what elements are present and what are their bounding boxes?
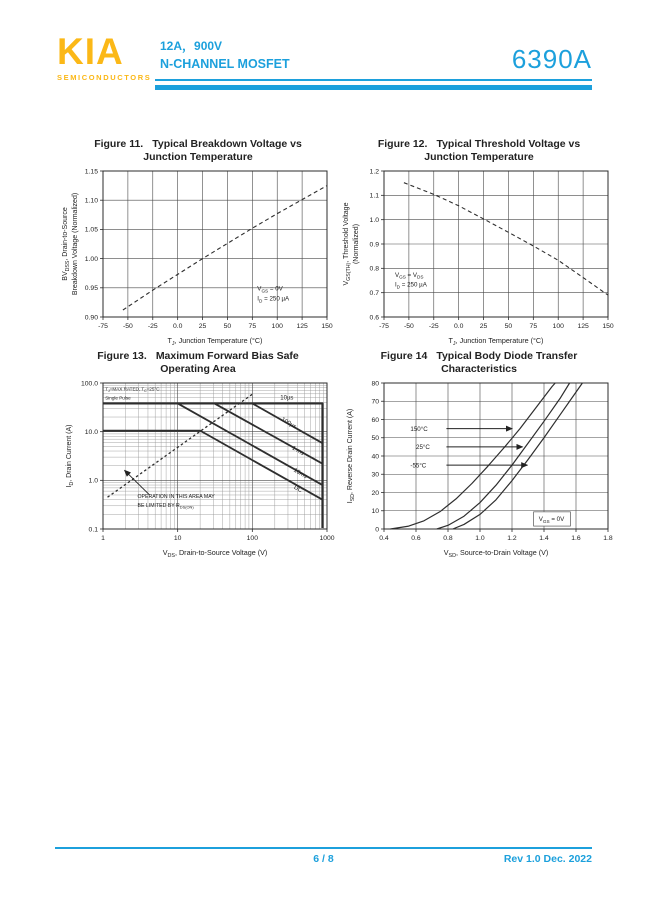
svg-text:0.9: 0.9	[369, 241, 379, 249]
svg-text:50: 50	[223, 323, 232, 330]
svg-text:0.8: 0.8	[369, 265, 379, 273]
svg-text:0.7: 0.7	[369, 289, 379, 297]
svg-text:0: 0	[375, 526, 379, 534]
figure-13	[57, 350, 339, 563]
figure-11-series-breakdown-voltage	[123, 186, 327, 310]
svg-text:1.05: 1.05	[84, 226, 98, 234]
figure-14-chart	[338, 377, 620, 563]
svg-text:0.6: 0.6	[369, 314, 379, 322]
device-type: N-CHANNEL MOSFET	[160, 57, 290, 71]
svg-text:BE LIMITED BY RDS(ON): BE LIMITED BY $R_{DS(ON)}$	[137, 502, 194, 510]
svg-text:125: 125	[296, 323, 308, 330]
svg-text:OPERATION IN THIS AREA MAY: OPERATION IN THIS AREA MAY	[137, 494, 215, 501]
device-description	[160, 37, 290, 71]
svg-text:0.8: 0.8	[443, 535, 453, 542]
header-rule-thick	[155, 85, 592, 90]
svg-text:1.15: 1.15	[84, 168, 98, 176]
figure-14-label: Figure 14	[380, 350, 428, 362]
svg-text:1000: 1000	[319, 535, 335, 542]
figure-12-title-line2: Junction Temperature	[424, 151, 534, 164]
svg-text:1.0: 1.0	[88, 477, 98, 485]
svg-text:100µs: 100µs	[279, 416, 298, 431]
svg-text:VSD, Source-to-Drain Voltage (: $V_{SD}$, Source-to-Drain Voltage (V)	[443, 548, 549, 560]
svg-text:-75: -75	[379, 323, 389, 330]
figure-11-label: Figure 11.	[94, 138, 144, 150]
footer-rule	[55, 847, 592, 849]
svg-text:0.90: 0.90	[84, 314, 98, 322]
svg-text:150: 150	[602, 323, 614, 330]
svg-text:ISD, Reverse Drain Current (A): $I_{SD}$, Reverse Drain Current (A)	[347, 408, 356, 504]
svg-text:1.6: 1.6	[571, 535, 581, 542]
revision-label: Rev 1.0 Dec. 2022	[503, 853, 592, 865]
svg-text:100: 100	[246, 535, 259, 542]
brand-logo-text: KIA	[57, 31, 124, 72]
svg-text:1.4: 1.4	[539, 535, 549, 542]
svg-text:VGS = VDS: $V_{GS} = V_{DS}$	[394, 271, 424, 280]
part-number: 6390A	[511, 44, 592, 74]
svg-text:150°C: 150°C	[410, 425, 428, 433]
svg-text:ID, Drain Current (A): $I_D$, Drain Current (A)	[66, 424, 75, 488]
svg-text:0.95: 0.95	[84, 285, 98, 293]
figure-12-series-threshold-voltage	[404, 183, 608, 295]
figure-14-title	[338, 350, 620, 377]
svg-text:1.10: 1.10	[84, 197, 98, 205]
svg-text:(Normalized): (Normalized)	[353, 223, 360, 265]
svg-text:Breakdown Voltage (Normalized): Breakdown Voltage (Normalized)	[72, 192, 79, 296]
svg-text:1.0: 1.0	[475, 535, 485, 542]
svg-text:Single Pulse: Single Pulse	[105, 395, 131, 401]
svg-text:-50: -50	[403, 323, 414, 330]
svg-text:0.1: 0.1	[88, 526, 98, 534]
svg-text:50: 50	[371, 435, 379, 443]
figure-14-title-line1: Typical Body Diode Transfer	[436, 350, 578, 362]
svg-text:1.8: 1.8	[603, 535, 613, 542]
svg-text:1.0: 1.0	[369, 216, 379, 224]
figure-13-title-line2: Operating Area	[160, 363, 236, 376]
figure-12	[338, 138, 620, 351]
brand-logo	[57, 33, 151, 82]
svg-text:VGS = 0V: $V_{GS} = 0V$	[538, 516, 565, 524]
svg-text:10µs: 10µs	[280, 395, 294, 402]
svg-text:25: 25	[479, 323, 488, 330]
svg-text:0.6: 0.6	[411, 535, 421, 542]
figure-13-label: Figure 13.	[97, 350, 147, 362]
figure-13-series-rdson-limit	[108, 393, 254, 497]
svg-text:80: 80	[371, 380, 379, 388]
figure-13-title	[57, 350, 339, 377]
svg-text:DC: DC	[292, 484, 304, 495]
svg-text:-25: -25	[147, 323, 158, 330]
svg-text:-50: -50	[122, 323, 133, 330]
svg-text:BVDSS, Drain-to-Source: $BV_{DSS}$, Drain-to-Source	[62, 207, 71, 281]
device-rating: 12A，900V	[160, 39, 223, 53]
svg-text:40: 40	[371, 453, 379, 461]
svg-text:20: 20	[371, 489, 379, 497]
header-rule-thin	[155, 79, 592, 81]
svg-text:30: 30	[371, 471, 379, 479]
figure-14	[338, 350, 620, 563]
svg-text:75: 75	[529, 323, 538, 330]
brand-logo-subtext: SEMICONDUCTORS	[57, 73, 152, 82]
svg-text:125: 125	[577, 323, 589, 330]
svg-text:0.0: 0.0	[453, 323, 464, 330]
figure-12-label: Figure 12.	[377, 138, 428, 150]
figure-11-title	[57, 138, 339, 165]
svg-text:100: 100	[552, 323, 564, 330]
svg-text:-55°C: -55°C	[410, 462, 427, 470]
svg-text:10: 10	[371, 508, 379, 516]
svg-text:ID = 250 µA: $I_D = 250$ µA	[257, 295, 290, 304]
svg-text:ID = 250 µA: $I_D = 250$ µA	[394, 281, 427, 290]
svg-text:150: 150	[321, 323, 333, 330]
figure-13-series-dc-limit	[103, 431, 322, 500]
figure-11-title-line1: Typical Breakdown Voltage vs	[152, 138, 302, 150]
svg-text:-25: -25	[428, 323, 439, 330]
figure-13-title-line1: Maximum Forward Bias Safe	[155, 350, 299, 362]
svg-text:1.2: 1.2	[507, 535, 517, 542]
svg-text:70: 70	[371, 398, 379, 406]
svg-text:VGS(TH), Threshold Voltage: $V_{GS(TH)}$, Threshold Voltage	[343, 202, 352, 286]
svg-text:TJ=MAX RATED, TC=25°C: $T_J=MAX$ RATED, $T_C=25^\circ C$	[105, 386, 160, 393]
svg-text:25: 25	[198, 323, 207, 330]
figure-14-title-line2: Characteristics	[441, 363, 517, 376]
figure-11	[57, 138, 339, 351]
svg-text:1.00: 1.00	[84, 255, 98, 263]
svg-text:25°C: 25°C	[416, 444, 430, 452]
figure-12-title-line1: Typical Threshold Voltage vs	[436, 138, 581, 150]
svg-text:100.0: 100.0	[80, 380, 98, 388]
svg-text:0.4: 0.4	[379, 535, 389, 542]
figure-11-title-line2: Junction Temperature	[143, 151, 253, 164]
svg-text:TJ, Junction Temperature (°C): $T_J$, Junction Temperature (°C)	[167, 336, 263, 348]
figure-12-chart	[338, 165, 620, 351]
page-number: 6 / 8	[313, 853, 334, 865]
figure-11-chart	[57, 165, 339, 351]
svg-text:1.1: 1.1	[369, 192, 379, 200]
svg-text:TJ, Junction Temperature (°C): $T_J$, Junction Temperature (°C)	[448, 336, 544, 348]
svg-text:0.0: 0.0	[172, 323, 183, 330]
svg-text:1.2: 1.2	[369, 168, 379, 176]
svg-text:1: 1	[101, 535, 105, 542]
svg-text:60: 60	[371, 416, 379, 424]
svg-text:VGS = 0V: $V_{GS} = 0V$	[257, 285, 283, 294]
svg-text:10ms: 10ms	[292, 467, 308, 481]
svg-text:100: 100	[271, 323, 283, 330]
svg-text:-75: -75	[98, 323, 108, 330]
svg-text:10: 10	[173, 535, 182, 542]
svg-text:10.0: 10.0	[84, 428, 98, 436]
figure-12-title	[338, 138, 620, 165]
svg-text:50: 50	[504, 323, 513, 330]
svg-text:1 ms: 1 ms	[290, 445, 305, 458]
figure-13-chart	[57, 377, 339, 563]
svg-text:75: 75	[248, 323, 257, 330]
svg-text:VDS, Drain-to-Source Voltage (: $V_{DS}$, Drain-to-Source Voltage (V)	[162, 548, 268, 560]
